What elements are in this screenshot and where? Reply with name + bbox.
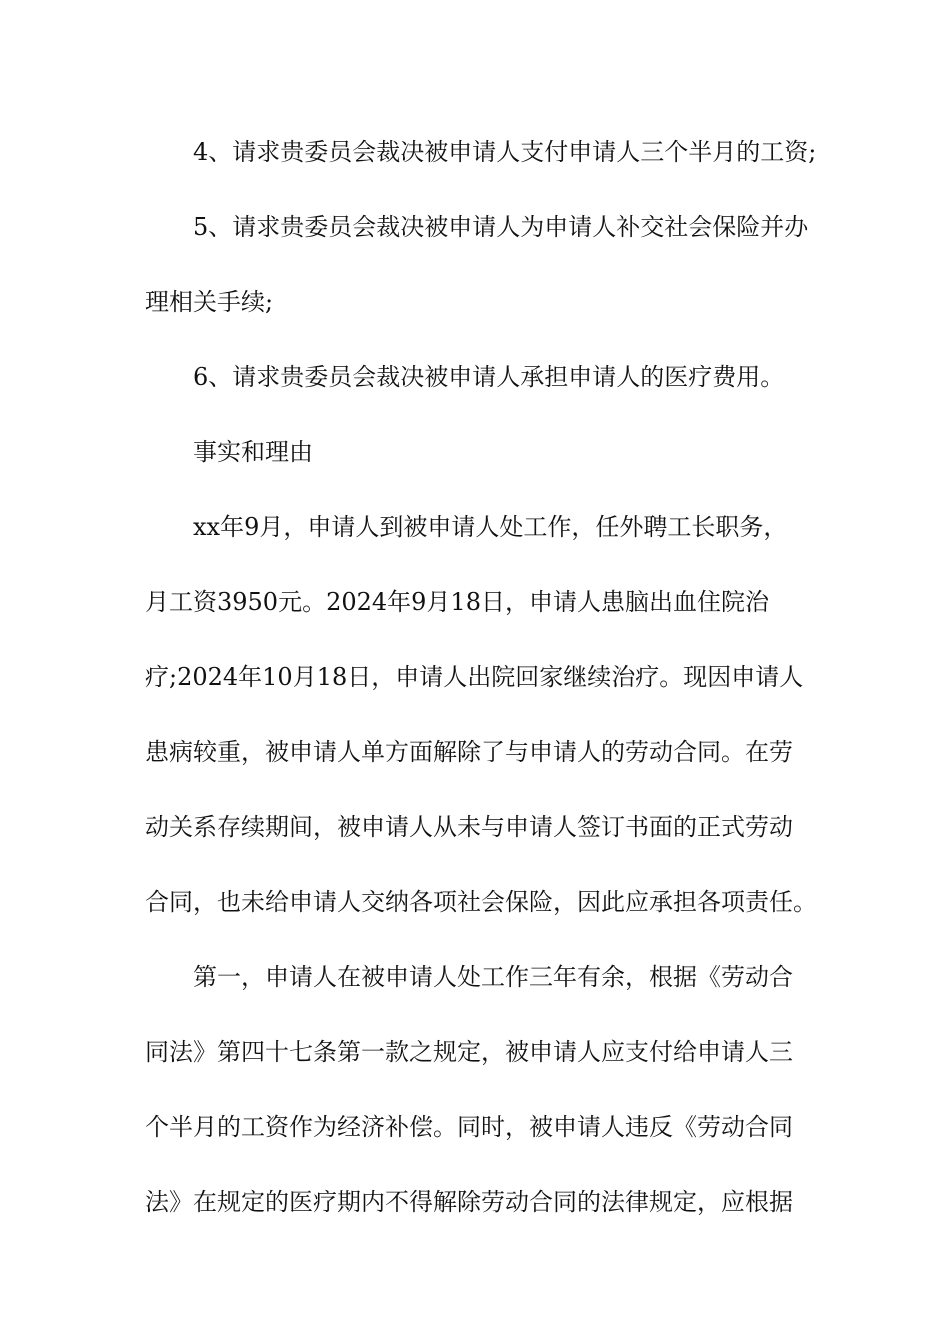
reason-1-line-4: 法》在规定的医疗期内不得解除劳动合同的法律规定，应根据 — [145, 1188, 793, 1216]
facts-line-5: 动关系存续期间，被申请人从未与申请人签订书面的正式劳动 — [145, 813, 793, 841]
section-heading: 事实和理由 — [193, 438, 313, 466]
reason-1-line-1: 第一，申请人在被申请人处工作三年有余，根据《劳动合 — [193, 963, 793, 991]
facts-line-3: 疗;2024年10月18日，申请人出院回家继续治疗。现因申请人 — [145, 663, 804, 691]
reason-1-line-2: 同法》第四十七条第一款之规定，被申请人应支付给申请人三 — [145, 1038, 793, 1066]
claim-4-line: 4、请求贵委员会裁决被申请人支付申请人三个半月的工资; — [193, 138, 817, 166]
claim-5-line-2: 理相关手续; — [145, 288, 274, 316]
facts-line-6: 合同，也未给申请人交纳各项社会保险，因此应承担各项责任。 — [145, 888, 817, 916]
claim-6-line: 6、请求贵委员会裁决被申请人承担申请人的医疗费用。 — [193, 363, 785, 391]
facts-line-4: 患病较重，被申请人单方面解除了与申请人的劳动合同。在劳 — [145, 738, 793, 766]
claim-5-line-1: 5、请求贵委员会裁决被申请人为申请人补交社会保险并办 — [193, 213, 809, 241]
reason-1-line-3: 个半月的工资作为经济补偿。同时，被申请人违反《劳动合同 — [145, 1113, 793, 1141]
facts-line-2: 月工资3950元。2024年9月18日，申请人患脑出血住院治 — [145, 588, 769, 616]
facts-line-1: xx年9月，申请人到被申请人处工作，任外聘工长职务， — [193, 513, 788, 541]
